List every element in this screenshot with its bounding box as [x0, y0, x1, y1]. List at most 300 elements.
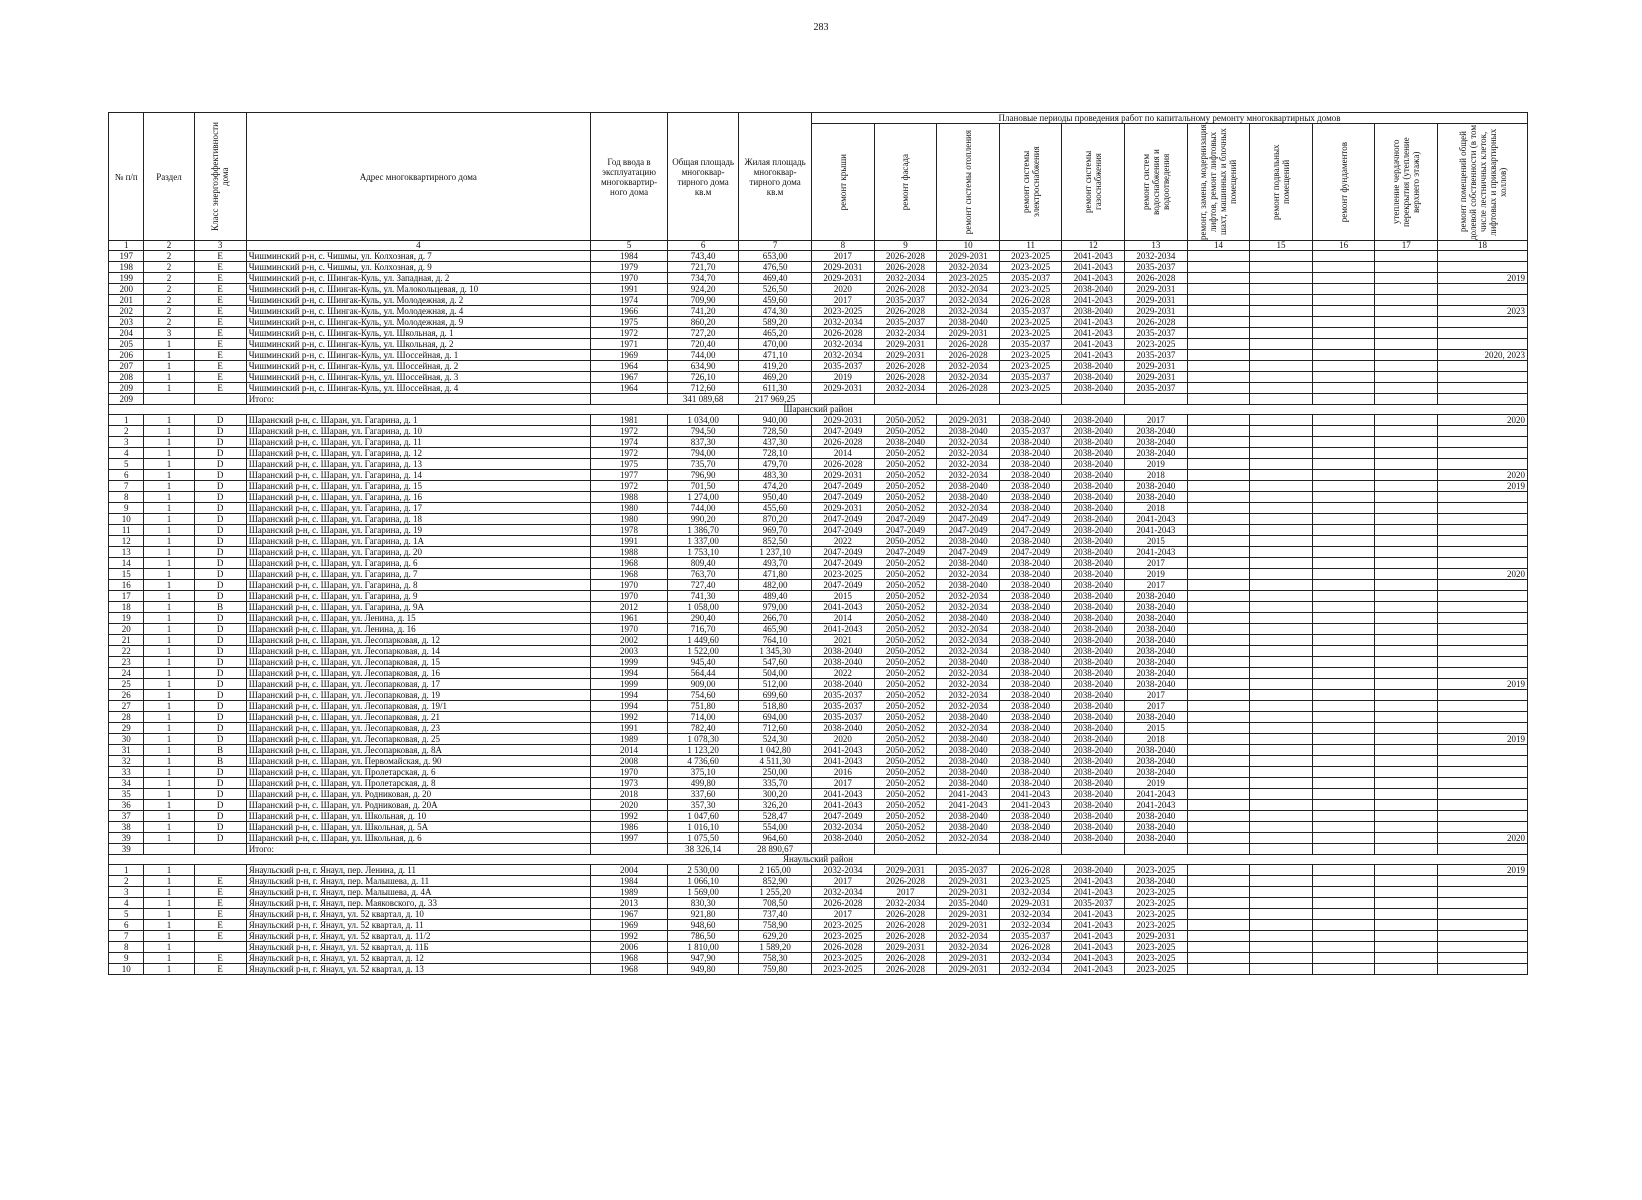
living-area-sum: 217 969,25: [739, 394, 812, 405]
table-cell: D: [194, 800, 246, 811]
table-cell: [1250, 394, 1313, 405]
column-number: 15: [1250, 241, 1313, 251]
table-cell: 2029-2031: [874, 339, 937, 350]
table-cell: 2035-2037: [1125, 350, 1188, 361]
table-cell: [1187, 328, 1250, 339]
table-cell: 1: [144, 448, 194, 459]
table-cell: [1438, 536, 1528, 547]
table-cell: 1994: [590, 668, 667, 679]
table-cell: [1187, 514, 1250, 525]
table-cell: 2026-2028: [874, 964, 937, 975]
table-cell: 720,40: [668, 339, 739, 350]
table-cell: 2026-2028: [812, 898, 875, 909]
table-cell: [1125, 394, 1188, 405]
table-cell: [1187, 350, 1250, 361]
table-cell: 1 237,10: [739, 547, 812, 558]
table-cell: [1250, 328, 1313, 339]
table-cell: [1187, 415, 1250, 426]
table-cell: 2026-2028: [874, 876, 937, 887]
table-cell: 2035-2037: [1062, 898, 1125, 909]
table-cell: 1980: [590, 503, 667, 514]
table-cell: [1312, 833, 1375, 844]
table-cell: [1312, 767, 1375, 778]
table-cell: 2026-2028: [874, 306, 937, 317]
table-cell: D: [194, 811, 246, 822]
table-cell: 2020: [1438, 569, 1528, 580]
table-cell: 990,20: [668, 514, 739, 525]
table-cell: 2050-2052: [874, 580, 937, 591]
table-cell: [1187, 602, 1250, 613]
table-cell: 1: [144, 778, 194, 789]
table-cell: [1187, 635, 1250, 646]
table-cell: 6: [109, 470, 144, 481]
table-cell: [1375, 898, 1438, 909]
table-row: [109, 690, 1528, 701]
table-cell: 2032-2034: [937, 470, 1000, 481]
table-cell: [1312, 613, 1375, 624]
table-cell: E: [194, 295, 246, 306]
table-cell: 2017: [812, 876, 875, 887]
table-cell: 2035-2037: [999, 931, 1062, 942]
header-work-wrap: [877, 124, 935, 240]
column-number: 4: [246, 241, 590, 251]
table-cell: 964,60: [739, 833, 812, 844]
table-cell: 2038-2040: [999, 778, 1062, 789]
column-number: 7: [739, 241, 812, 251]
table-cell: 2029-2031: [812, 383, 875, 394]
table-cell: 2032-2034: [937, 602, 1000, 613]
table-cell: 2050-2052: [874, 415, 937, 426]
table-cell: 759,80: [739, 964, 812, 975]
column-number: 8: [812, 241, 875, 251]
table-cell: B: [194, 745, 246, 756]
table-cell: 2026-2028: [1125, 273, 1188, 284]
table-cell: 198: [109, 262, 144, 273]
table-cell: [1250, 712, 1313, 723]
header-work-wrap: [939, 124, 997, 240]
table-cell: E: [194, 898, 246, 909]
table-cell: 2038-2040: [999, 558, 1062, 569]
table-cell: 1988: [590, 492, 667, 503]
table-cell: 2026-2028: [874, 953, 937, 964]
table-cell: 2041-2043: [1125, 789, 1188, 800]
table-cell: 1968: [590, 953, 667, 964]
table-row: [109, 306, 1528, 317]
table-cell: 1: [144, 547, 194, 558]
table-cell: 1: [144, 613, 194, 624]
table-cell: 2029-2031: [1125, 295, 1188, 306]
table-row: [109, 547, 1528, 558]
table-cell: 1989: [590, 734, 667, 745]
table-cell: D: [194, 613, 246, 624]
table-cell: 2038-2040: [1062, 558, 1125, 569]
table-cell: 1: [144, 898, 194, 909]
table-cell: 2047-2049: [874, 547, 937, 558]
table-cell: 2038-2040: [1062, 613, 1125, 624]
table-cell: [1312, 920, 1375, 931]
table-cell: 2038-2040: [1062, 624, 1125, 635]
table-cell: [1438, 317, 1528, 328]
table-cell: [1250, 415, 1313, 426]
table-row: [109, 470, 1528, 481]
table-cell: 2038-2040: [1062, 657, 1125, 668]
table-cell: Шаранский р-н, с. Шаран, ул. Гагарина, д. 10: [246, 426, 590, 437]
table-cell: 2022: [812, 536, 875, 547]
table-cell: [1438, 931, 1528, 942]
table-cell: Шаранский р-н, с. Шаран, ул. Гагарина, д. 6: [246, 558, 590, 569]
table-cell: [1312, 295, 1375, 306]
table-cell: 1969: [590, 350, 667, 361]
table-cell: 2038-2040: [812, 833, 875, 844]
table-cell: 714,00: [668, 712, 739, 723]
table-cell: [1375, 437, 1438, 448]
table-cell: 2038-2040: [1125, 437, 1188, 448]
table-cell: [1375, 833, 1438, 844]
table-cell: 2041-2043: [812, 800, 875, 811]
table-cell: 1: [144, 525, 194, 536]
table-cell: D: [194, 657, 246, 668]
table-cell: 437,30: [739, 437, 812, 448]
table-cell: 1: [144, 536, 194, 547]
table-cell: [1250, 811, 1313, 822]
table-cell: 2029-2031: [812, 503, 875, 514]
table-cell: 2050-2052: [874, 448, 937, 459]
table-cell: [1438, 284, 1528, 295]
table-row: [109, 251, 1528, 262]
header-work-14: [1187, 124, 1250, 241]
table-cell: 2032-2034: [937, 679, 1000, 690]
table-cell: 2017: [812, 295, 875, 306]
table-cell: [1438, 361, 1528, 372]
table-cell: [1250, 789, 1313, 800]
table-cell: Чишминский р-н, с. Чишмы, ул. Колхозная, д. 7: [246, 251, 590, 262]
table-cell: E: [194, 964, 246, 975]
table-cell: D: [194, 591, 246, 602]
table-cell: 734,70: [668, 273, 739, 284]
table-cell: Шаранский р-н, с. Шаран, ул. Лесопарковая, д. 19: [246, 690, 590, 701]
table-cell: [1250, 262, 1313, 273]
table-cell: [1312, 778, 1375, 789]
header-work-label: ремонт крыши: [837, 153, 848, 211]
table-cell: [1312, 525, 1375, 536]
table-cell: [1438, 942, 1528, 953]
table-cell: [1250, 767, 1313, 778]
table-cell: Шаранский р-н, с. Шаран, ул. Лесопарковая, д. 15: [246, 657, 590, 668]
table-row: [109, 536, 1528, 547]
table-cell: 2038-2040: [1125, 613, 1188, 624]
table-cell: 489,40: [739, 591, 812, 602]
table-cell: 204: [109, 328, 144, 339]
table-cell: 2050-2052: [874, 712, 937, 723]
table-row: [109, 778, 1528, 789]
table-cell: 2032-2034: [937, 931, 1000, 942]
table-cell: 2032-2034: [874, 328, 937, 339]
table-cell: 2038-2040: [999, 811, 1062, 822]
table-cell: 1973: [590, 778, 667, 789]
table-cell: [812, 394, 875, 405]
table-cell: [1375, 887, 1438, 898]
table-cell: 5: [109, 459, 144, 470]
table-cell: 2026-2028: [874, 284, 937, 295]
table-cell: 18: [109, 602, 144, 613]
column-number: 3: [194, 241, 246, 251]
table-cell: 2017: [1125, 690, 1188, 701]
table-cell: [1375, 635, 1438, 646]
table-cell: 1: [144, 580, 194, 591]
table-cell: [1250, 657, 1313, 668]
table-cell: [1250, 580, 1313, 591]
table-cell: 2: [109, 426, 144, 437]
table-cell: 924,20: [668, 284, 739, 295]
table-cell: 1: [144, 734, 194, 745]
table-row: [109, 481, 1528, 492]
table-cell: [1250, 273, 1313, 284]
table-cell: Шаранский р-н, с. Шаран, ул. Лесопарковая, д. 25: [246, 734, 590, 745]
table-cell: [1375, 613, 1438, 624]
table-cell: 2038-2040: [937, 492, 1000, 503]
table-cell: 2038-2040: [1125, 602, 1188, 613]
table-cell: 474,30: [739, 306, 812, 317]
table-cell: Шаранский р-н, с. Шаран, ул. Гагарина, д. 15: [246, 481, 590, 492]
table-cell: 1: [144, 920, 194, 931]
table-cell: [1375, 778, 1438, 789]
table-cell: 2038-2040: [1062, 712, 1125, 723]
table-cell: 1 058,00: [668, 602, 739, 613]
table-cell: 2041-2043: [1062, 251, 1125, 262]
table-cell: [1250, 492, 1313, 503]
table-cell: 1967: [590, 372, 667, 383]
table-cell: 2008: [590, 756, 667, 767]
table-cell: 1: [144, 503, 194, 514]
table-cell: [1375, 306, 1438, 317]
table-cell: 2050-2052: [874, 492, 937, 503]
table-cell: 1 047,60: [668, 811, 739, 822]
table-cell: [1187, 481, 1250, 492]
table-cell: Шаранский р-н, с. Шаран, ул. Пролетарская, д. 6: [246, 767, 590, 778]
table-cell: 1978: [590, 525, 667, 536]
table-cell: 2029-2031: [1125, 931, 1188, 942]
table-cell: [812, 844, 875, 855]
table-cell: 2038-2040: [1062, 503, 1125, 514]
table-cell: 1999: [590, 657, 667, 668]
table-cell: 2035-2037: [812, 701, 875, 712]
table-cell: Янаульский р-н, г. Янаул, ул. 52 квартал, д. 11: [246, 920, 590, 931]
table-cell: E: [194, 306, 246, 317]
table-cell: 564,44: [668, 668, 739, 679]
table-cell: [1438, 383, 1528, 394]
table-cell: 1970: [590, 273, 667, 284]
table-cell: [1187, 273, 1250, 284]
table-cell: 2038-2040: [937, 657, 1000, 668]
table-cell: 2038-2040: [999, 668, 1062, 679]
table-cell: 2018: [1125, 503, 1188, 514]
table-cell: [1187, 953, 1250, 964]
header-work-10: [937, 124, 1000, 241]
table-cell: 2041-2043: [1125, 514, 1188, 525]
table-cell: 2038-2040: [1125, 712, 1188, 723]
table-row: [109, 591, 1528, 602]
table-cell: [1312, 306, 1375, 317]
header-work-wrap: [1127, 124, 1185, 240]
table-cell: 2047-2049: [999, 547, 1062, 558]
table-cell: [1438, 635, 1528, 646]
table-cell: 2038-2040: [1125, 876, 1188, 887]
column-number: 9: [874, 241, 937, 251]
table-cell: 1: [109, 865, 144, 876]
table-cell: 2038-2040: [1062, 492, 1125, 503]
table-cell: 1 078,30: [668, 734, 739, 745]
table-cell: 375,10: [668, 767, 739, 778]
table-cell: 2050-2052: [874, 679, 937, 690]
table-cell: 2050-2052: [874, 657, 937, 668]
table-cell: 266,70: [739, 613, 812, 624]
table-cell: 14: [109, 558, 144, 569]
table-cell: 2038-2040: [1062, 514, 1125, 525]
table-cell: [590, 844, 667, 855]
table-cell: 2032-2034: [812, 887, 875, 898]
table-cell: Янаульский р-н, г. Янаул, ул. 52 квартал, д. 12: [246, 953, 590, 964]
table-cell: 2029-2031: [812, 273, 875, 284]
table-cell: 2019: [1125, 459, 1188, 470]
table-cell: 2035-2037: [812, 361, 875, 372]
table-cell: 2038-2040: [937, 756, 1000, 767]
table-cell: 1979: [590, 262, 667, 273]
table-row: [109, 657, 1528, 668]
table-cell: 2035-2037: [999, 372, 1062, 383]
table-cell: 2023-2025: [999, 383, 1062, 394]
table-cell: 728,10: [739, 448, 812, 459]
table-cell: D: [194, 492, 246, 503]
column-number: 2: [144, 241, 194, 251]
table-cell: 2038-2040: [937, 767, 1000, 778]
table-cell: B: [194, 602, 246, 613]
table-cell: [1250, 470, 1313, 481]
table-cell: Шаранский р-н, с. Шаран, ул. Гагарина, д. 12: [246, 448, 590, 459]
table-cell: 2019: [812, 372, 875, 383]
table-cell: 2050-2052: [874, 778, 937, 789]
table-cell: [1250, 514, 1313, 525]
table-cell: 2047-2049: [812, 492, 875, 503]
table-cell: Чишминский р-н, с. Шингак-Куль, ул. Шоссейная, д. 2: [246, 361, 590, 372]
table-cell: [1312, 284, 1375, 295]
table-row: [109, 284, 1528, 295]
table-cell: [1187, 569, 1250, 580]
table-cell: [1312, 426, 1375, 437]
table-cell: 499,80: [668, 778, 739, 789]
table-cell: 2050-2052: [874, 426, 937, 437]
table-cell: 2018: [1125, 734, 1188, 745]
table-cell: 2050-2052: [874, 734, 937, 745]
table-cell: 2041-2043: [1062, 953, 1125, 964]
table-cell: 1: [144, 459, 194, 470]
table-cell: 2047-2049: [812, 514, 875, 525]
table-cell: 794,00: [668, 448, 739, 459]
table-cell: [1250, 426, 1313, 437]
table-cell: 6: [109, 920, 144, 931]
table-cell: D: [194, 426, 246, 437]
table-cell: 335,70: [739, 778, 812, 789]
table-cell: 2050-2052: [874, 635, 937, 646]
table-cell: 2014: [812, 448, 875, 459]
table-cell: 2014: [590, 745, 667, 756]
table-cell: [1187, 745, 1250, 756]
table-row: [109, 833, 1528, 844]
header-work-label: ремонт систем водоснабжения и водоотведения: [1140, 149, 1171, 215]
table-cell: 1: [144, 415, 194, 426]
table-cell: 2041-2043: [999, 789, 1062, 800]
table-cell: [1438, 745, 1528, 756]
table-cell: 2038-2040: [1125, 426, 1188, 437]
table-cell: [1187, 942, 1250, 953]
table-cell: 2038-2040: [1125, 492, 1188, 503]
table-cell: 860,20: [668, 317, 739, 328]
table-cell: 1 255,20: [739, 887, 812, 898]
table-cell: 1992: [590, 712, 667, 723]
table-cell: [1438, 448, 1528, 459]
table-cell: 2035-2037: [812, 690, 875, 701]
table-cell: [1312, 657, 1375, 668]
table-row: [109, 492, 1528, 503]
table-cell: 2041-2043: [999, 800, 1062, 811]
table-cell: 2026-2028: [874, 251, 937, 262]
table-cell: [1375, 624, 1438, 635]
table-cell: 809,40: [668, 558, 739, 569]
table-cell: 694,00: [739, 712, 812, 723]
table-cell: [1312, 723, 1375, 734]
table-cell: 2050-2052: [874, 789, 937, 800]
table-cell: 1989: [590, 887, 667, 898]
table-cell: 1 569,00: [668, 887, 739, 898]
table-cell: Шаранский р-н, с. Шаран, ул. Гагарина, д. 13: [246, 459, 590, 470]
table-cell: 1964: [590, 383, 667, 394]
table-cell: 197: [109, 251, 144, 262]
table-cell: [1187, 372, 1250, 383]
table-cell: 2038-2040: [1062, 635, 1125, 646]
table-cell: 2047-2049: [812, 558, 875, 569]
table-cell: 1: [144, 789, 194, 800]
table-cell: [1250, 591, 1313, 602]
table-cell: 2035-2037: [874, 295, 937, 306]
table-cell: D: [194, 624, 246, 635]
table-cell: 26: [109, 690, 144, 701]
table-row: [109, 514, 1528, 525]
table-cell: [1250, 964, 1313, 975]
table-cell: 1 386,70: [668, 525, 739, 536]
table-row: [109, 525, 1528, 536]
table-cell: 2038-2040: [937, 580, 1000, 591]
table-row: [109, 712, 1528, 723]
table-cell: Шаранский р-н, с. Шаран, ул. Родниковая, д. 20: [246, 789, 590, 800]
table-cell: 2038-2040: [937, 426, 1000, 437]
table-cell: 25: [109, 679, 144, 690]
table-cell: 2023-2025: [1125, 953, 1188, 964]
table-cell: D: [194, 767, 246, 778]
table-cell: 1994: [590, 701, 667, 712]
table-cell: 512,00: [739, 679, 812, 690]
table-cell: [1125, 844, 1188, 855]
table-cell: 2029-2031: [937, 964, 1000, 975]
table-cell: 2032-2034: [937, 833, 1000, 844]
table-cell: 483,30: [739, 470, 812, 481]
table-cell: 2023-2025: [812, 569, 875, 580]
region-name: Шаранский район: [109, 405, 1528, 415]
table-cell: [1250, 876, 1313, 887]
table-cell: 2050-2052: [874, 624, 937, 635]
table-cell: Янаульский р-н, г. Янаул, пер. Маяковского, д. 33: [246, 898, 590, 909]
table-cell: 2032-2034: [999, 953, 1062, 964]
table-cell: Чишминский р-н, с. Шингак-Куль, ул. Молодежная, д. 9: [246, 317, 590, 328]
table-cell: 758,90: [739, 920, 812, 931]
